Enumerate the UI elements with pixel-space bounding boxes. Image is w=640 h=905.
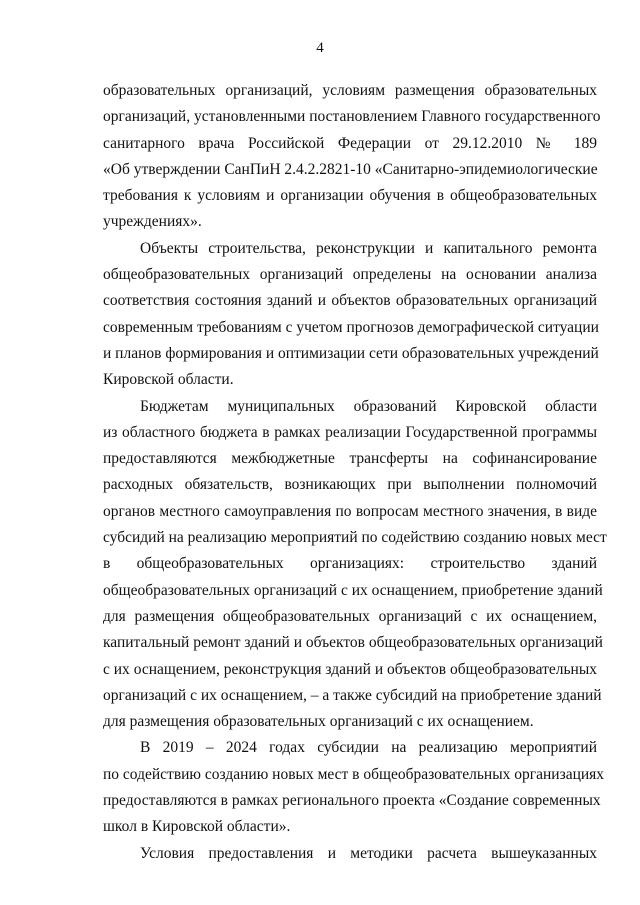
text-line: организаций, установленными постановлением Главного государственного	[103, 108, 601, 126]
paragraph	[103, 841, 597, 867]
text-line: санитарного врача Российской Федерации от 29.12.2010 № 189	[103, 134, 597, 152]
text-line: школ в Кировской области».	[103, 818, 291, 836]
text-line: предоставляются в рамках регионального проекта «Создание современных	[103, 792, 601, 810]
text-line: «Об утверждении СанПиН 2.4.2.2821-10 «Санитарно-эпидемиологические	[103, 160, 598, 178]
text-line: учреждениях».	[103, 213, 202, 231]
text-line: для размещения образовательных организаций с их оснащением.	[103, 713, 534, 731]
text-line: по содействию созданию новых мест в общеобразовательных организациях	[103, 765, 605, 783]
text-line: Бюджетам муниципальных образований Кировской области	[140, 397, 597, 415]
text-line: требования к условиям и организации обучения в общеобразовательных	[103, 187, 597, 205]
text-line: организаций с их оснащением, – а также субсидий на приобретение зданий	[103, 686, 602, 704]
text-line: с их оснащением, реконструкция зданий и объектов общеобразовательных	[103, 660, 597, 678]
text-line: и планов формирования и оптимизации сети образовательных учреждений	[103, 344, 599, 362]
text-line: в общеобразовательных организациях: строительство зданий	[103, 555, 597, 573]
text-line: общеобразовательных организаций с их оснащением, приобретение зданий	[103, 581, 603, 599]
text-line: органов местного самоуправления по вопросам местного значения, в виде	[103, 502, 597, 520]
text-line: современным требованиям с учетом прогнозов демографической ситуации	[103, 318, 599, 336]
text-line: субсидий на реализацию мероприятий по содействию созданию новых мест	[103, 529, 607, 547]
body-text	[103, 78, 607, 867]
text-line: предоставляются межбюджетные трансферты на софинансирование	[103, 450, 597, 468]
text-line: Объекты строительства, реконструкции и капитального ремонта	[140, 239, 597, 257]
page-number: 4	[316, 40, 324, 56]
text-line: общеобразовательных организаций определены на основании анализа	[103, 266, 597, 284]
paragraph	[103, 394, 607, 736]
text-line: из областного бюджета в рамках реализации Государственной программы	[103, 423, 597, 441]
paragraph	[103, 735, 605, 840]
text-line: В 2019 – 2024 годах субсидии на реализацию мероприятий	[140, 739, 597, 757]
paragraph	[103, 78, 601, 236]
text-line: Кировской области.	[103, 371, 234, 389]
text-line: Условия предоставления и методики расчета вышеуказанных	[140, 844, 597, 862]
text-line: расходных обязательств, возникающих при выполнении полномочий	[103, 476, 597, 494]
paragraph	[103, 236, 597, 394]
text-line: капитальный ремонт зданий и объектов общеобразовательных организаций	[103, 634, 603, 652]
text-line: для размещения общеобразовательных организаций с их оснащением,	[103, 607, 597, 625]
text-line: соответствия состояния зданий и объектов образовательных организаций	[103, 292, 597, 310]
text-line: образовательных организаций, условиям размещения образовательных	[103, 82, 597, 99]
